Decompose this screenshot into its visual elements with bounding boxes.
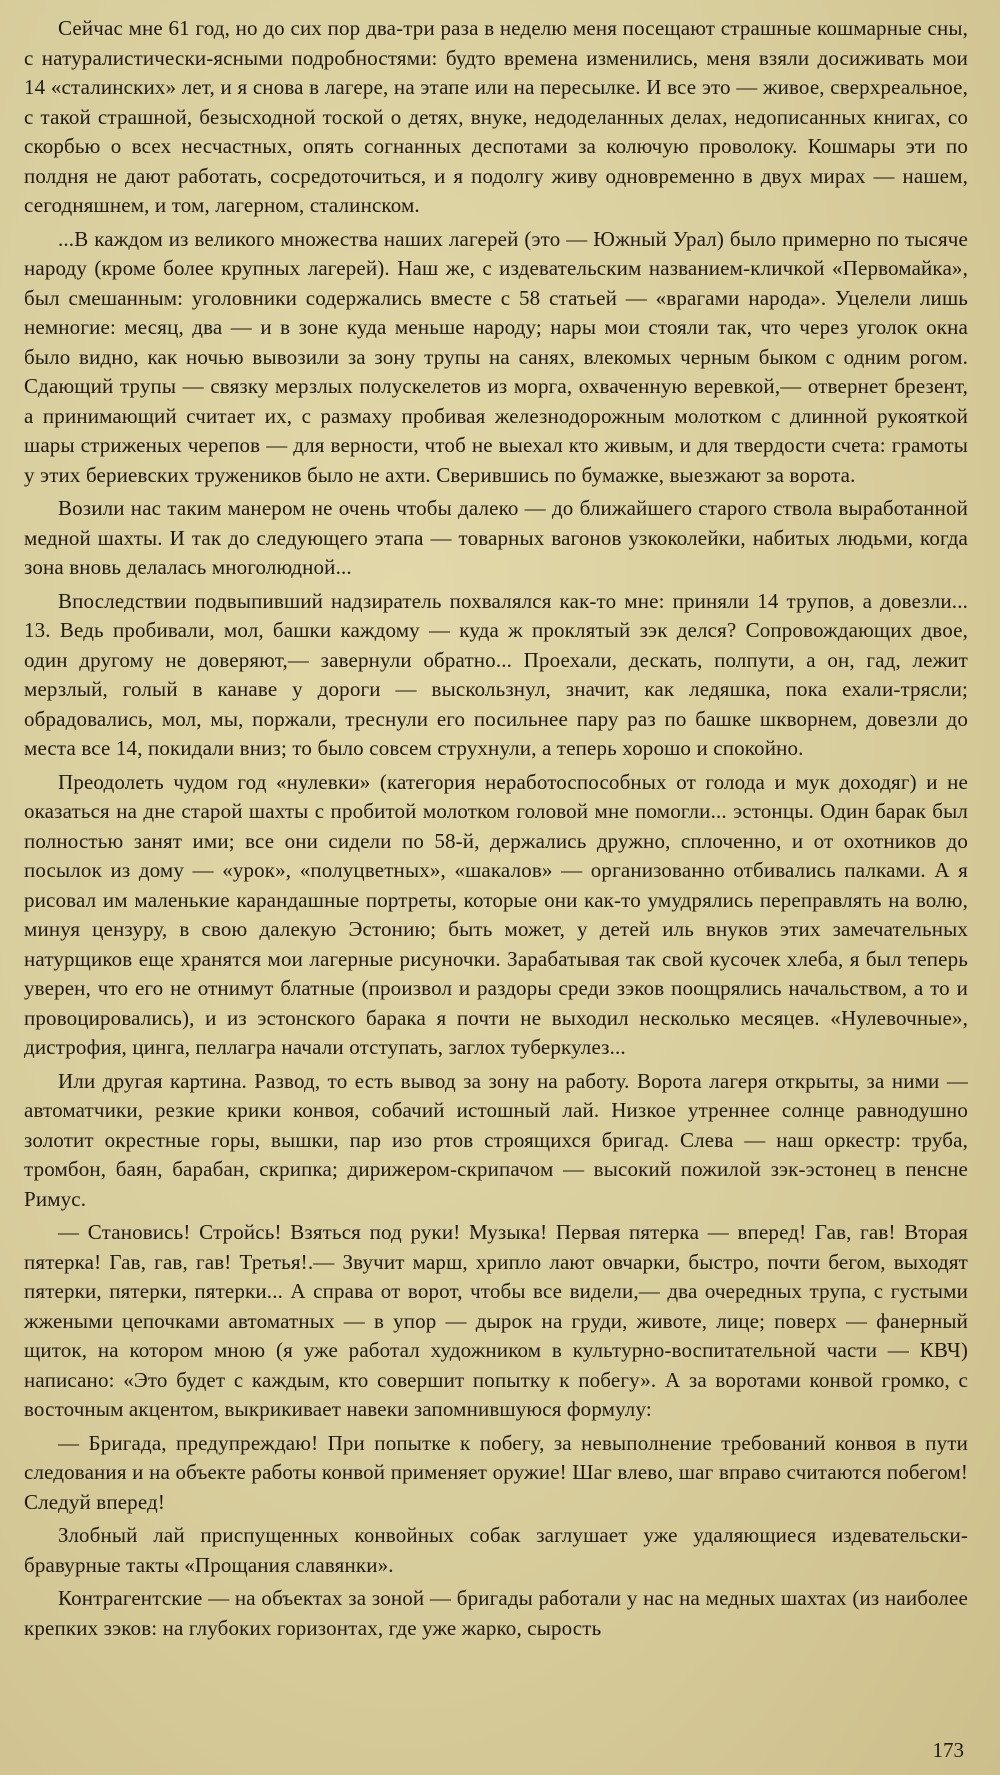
- paragraph: ...В каждом из великого множества наших лагерей (это — Южный Урал) было примерно по тысяче народу (кроме более крупных лагерей). Наш же, с издевательским названием-кличкой «Первомайка», был смешанным: уголовники содержались вместе с 58 статьей — «врагами народа». Уцелели лишь немногие: месяц, два — и в зоне куда меньше народу; нары мои стояли так, что через уголок окна было видно, как ночью вывозили за зону трупы на санях, влекомых черным быком с одним рогом. Сдающий трупы — связку мерзлых полускелетов из морга, охваченную веревкой,— отвернет брезент, а принимающий считает их, с размаху пробивая железнодорожным молотком с длинной рукояткой шары стриженых черепов — для верности, чтоб не выехал кто живым, и для твердости счета: грамоты у этих бериевских тружеников было не ахти. Сверившись по бумажке, выезжают за ворота.: [24, 226, 968, 487]
- paragraph: Или другая картина. Развод, то есть вывод за зону на работу. Ворота лагеря открыты, за ними — автоматчики, резкие крики конвоя, собачий истошный лай. Низкое утреннее солнце равнодушно золотит окрестные горы, вышки, пар изо ртов строящихся бригад. Слева — наш оркестр: труба, тромбон, баян, барабан, скрипка; дирижером-скрипачом — высокий пожилой зэк-эстонец в пенсне Римус.: [24, 1068, 968, 1211]
- paragraph: Контрагентские — на объектах за зоной — бригады работали у нас на медных шахтах (из наиболее крепких зэков: на глубоких горизонтах, где уже жарко, сырость: [24, 1586, 968, 1640]
- paragraph: Возили нас таким манером не очень чтобы далеко — до ближайшего старого ствола выработанной медной шахты. И так до следующего этапа — товарных вагонов узкоколейки, набитых людьми, когда зона вновь делалась многолюдной...: [24, 496, 968, 579]
- paragraph: — Становись! Стройсь! Взяться под руки! Музыка! Первая пятерка — вперед! Гав, гав! Вторая пятерка! Гав, гав, гав! Третья!.— Звучит марш, хрипло лают овчарки, быстро, почти бегом, выходят пятерки, пятерки, пятерки... А справа от ворот, чтобы все видели,— два очередных трупа, с густыми жжеными цепочками автоматных — в упор — дырок на груди, животе, лице; поверх — фанерный щиток, на котором мною (я уже работал художником в культурно-воспитательной части — КВЧ) написано: «Это будет с каждым, кто совершит попытку к побегу». А за воротами конвой громко, с восточным акцентом, выкрикивает навеки запомнившуюся формулу:: [24, 1220, 968, 1421]
- paragraph: Сейчас мне 61 год, но до сих пор два-три раза в неделю меня посещают страшные кошмарные сны, с натуралистически-ясными подробностями: будто времена изменились, меня взяли досиживать мои 14 «сталинских» лет, и я снова в лагере, на этапе или на пересылке. И все это — живое, сверхреальное, с такой страшной, безысходной тоской о детях, внуке, недоделанных делах, недописанных книгах, со скорбью о всех несчастных, опять согнанных деспотами за колючую проволоку. Кошмары эти по полдня не дают работать, сосредоточиться, и я подолгу живу одновременно в двух мирах — нашем, сегодняшнем, и том, лагерном, сталинском.: [24, 16, 968, 217]
- paragraph: Впоследствии подвыпивший надзиратель похвалялся как-то мне: приняли 14 трупов, а довезли... 13. Ведь пробивали, мол, башки каждому — куда ж проклятый зэк делся? Сопровождающих двое, один другому не доверяют,— завернули обратно... Проехали, дескать, полпути, а он, гад, лежит мерзлый, голый в канаве у дороги — выскользнул, значит, как ледяшка, пока ехали-трясли; обрадовались, мол, мы, поржали, треснули его посильнее пару раз по башке шкворнем, довезли до места все 14, покидали вниз; то было совсем струхнули, а теперь хорошо и спокойно.: [24, 588, 968, 760]
- page-number: 173: [932, 1738, 964, 1762]
- paragraph: Злобный лай приспущенных конвойных собак заглушает уже удаляющиеся издевательски-бравурные такты «Прощания славянки».: [24, 1523, 968, 1577]
- paragraph: — Бригада, предупреждаю! При попытке к побегу, за невыполнение требований конвоя в пути следования и на объекте работы конвой применяет оружие! Шаг влево, шаг вправо считаются побегом! Следуй вперед!: [24, 1430, 968, 1514]
- paragraph: Преодолеть чудом год «нулевки» (категория неработоспособных от голода и мук доходяг) и не оказаться на дне старой шахты с пробитой молотком головой мне помогли... эстонцы. Один барак был полностью занят ими; все они сидели по 58-й, держались дружно, сплоченно, и от охотников до посылок из дому — «урок», «полуцветных», «шакалов» — организованно отбивались палками. А я рисовал им маленькие карандашные портреты, которые они как-то умудрялись переправлять на волю, минуя цензуру, в свою далекую Эстонию; быть может, у детей иль внуков этих замечательных натурщиков еще хранятся мои лагерные рисуночки. Зарабатывая так свой кусочек хлеба, я был теперь уверен, что его не отнимут блатные (произвол и раздоры среди зэков поощрялись начальством, а то и провоцировались), и из эстонского барака я почти не выходил несколько месяцев. «Нулевочные», дистрофия, цинга, пеллагра начали отступать, заглох туберкулез...: [24, 769, 968, 1059]
